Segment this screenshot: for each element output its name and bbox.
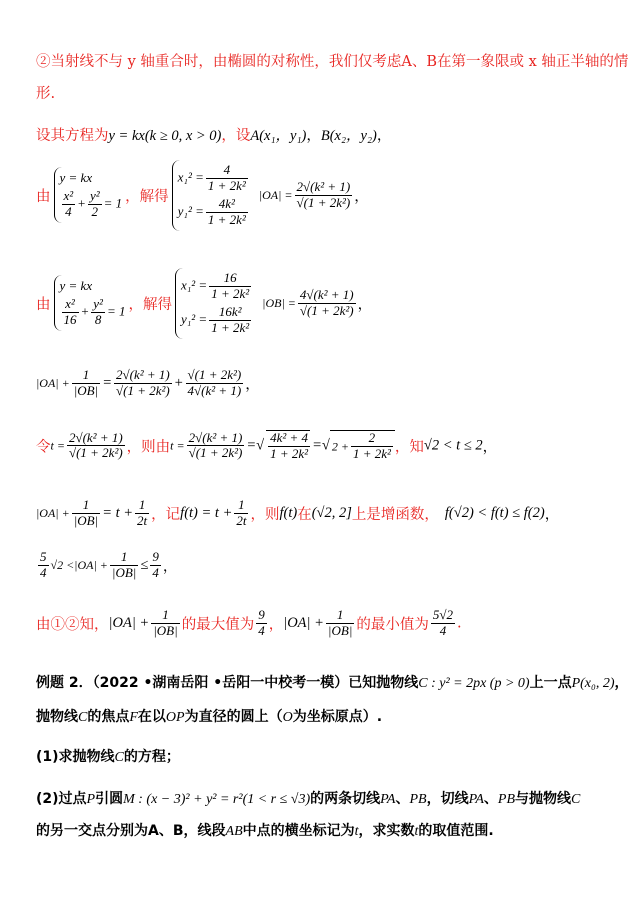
func-ineq: f(√2) < f(t) ≤ f(2) (444, 504, 545, 521)
sys1-oa-lhs: |OA| = (258, 187, 293, 202)
func-frac2: $\frac{1}{2t}$ (137, 497, 148, 528)
let-t-line: 令t = $\frac{\text{2√(k² + 1)}}{\text{√(1 + 2k²)}}$ ，则由t = $\frac{\text{2√(k² + 1)}}{\text{√(1 + 2k²)}}$ =√ $\frac{\text{4k² + 4}}{\text{1 + 2k²}}$ =√ 2 + $\frac{2}{\text{1 + 2k²}}$ ，知√2 < t ≤ 2， (36, 429, 498, 461)
func-interval: (√2, 2] (311, 504, 352, 521)
func-ji: ，记 (151, 506, 181, 523)
func-ze: ，则 (250, 506, 280, 523)
concl-lhs2: |OA| + (283, 614, 324, 631)
let-t-eq2: t = (170, 438, 185, 453)
example-line1-end: ， (614, 675, 629, 691)
concl-lhs1: |OA| + (108, 614, 150, 631)
sys1-eq2: $\frac{\text{x²}}{4}$ + $\frac{\text{y²}}{2}$ = 1 (63, 188, 123, 220)
sys2-end: ， (357, 296, 373, 313)
sys1-y-sol: y₁² = $\frac{\text{4k²}}{\text{1 + 2k²}}$ (177, 195, 246, 227)
sys2-solve: ，解得 (128, 296, 172, 313)
question2-line2: 的另一交点分别为A、B，线段AB中点的横坐标记为t，求实数t的取值范围. (36, 823, 494, 839)
sum-frac1: $\frac{1}{|OB|}$ (73, 367, 99, 398)
func-frac3: $\frac{1}{2t}$ (236, 497, 247, 528)
concl-frac-b: $\frac{1}{|OB|}$ (327, 607, 353, 638)
sys1-solution (172, 160, 250, 231)
sys1-you: 由 (36, 188, 51, 205)
let-sqrt2: 2 + $\frac{2}{\text{1 + 2k²}}$ (330, 430, 395, 462)
bound-left-rest: √2 <|OA| + (50, 557, 108, 572)
let-t2-frac: $\frac{\text{2√(k² + 1)}}{\text{√(1 + 2k²)}}$ (188, 429, 243, 461)
sys2-eq2: $\frac{\text{x²}}{16}$ + $\frac{\text{y²}}{8}$ = 1 (63, 296, 126, 328)
func-def: f(t) = t + (180, 504, 233, 521)
setup-line (36, 124, 391, 145)
let-eq-b: = (312, 437, 322, 454)
setup-text1: 设其方程为 (36, 128, 109, 144)
bound-frac-right: $\frac{9}{4}$ (152, 549, 159, 580)
concl-sep: ， (268, 616, 284, 633)
conclusion-line (36, 608, 462, 639)
system2-line (36, 268, 372, 339)
setup-sep: ， (306, 128, 321, 144)
sum-frac3: $\frac{\text{√(1 + 2k²)}}{\text{4√(k² + 1)}}$ (187, 367, 242, 398)
sum-eq: = (102, 374, 112, 391)
sys1-solve: ，解得 (125, 188, 169, 205)
sum-frac2: $\frac{\text{2√(k² + 1)}}{\text{√(1 + 2k²)}}$ (115, 367, 170, 398)
concl-max-frac: $\frac{9}{4}$ (258, 607, 265, 638)
let-end: ， (482, 439, 498, 456)
sys2-eq1: y = kx (59, 278, 93, 294)
sys1-x-sol: x₁² = $\frac{4}{\text{1 + 2k²}}$ (177, 162, 246, 193)
example-text-b: 上一点 (529, 675, 572, 691)
bound-end: ， (162, 558, 178, 575)
sum-plus: + (173, 374, 184, 391)
sys1-oa-frac: $\frac{\text{2√(k² + 1)}}{\text{√(1 + 2k²)}}$ (296, 178, 351, 210)
func-zai: 在 (297, 506, 312, 523)
example-parabola-eq: C : y² = 2px (p > 0) (418, 676, 530, 691)
let-t-frac: $\frac{\text{2√(k² + 1)}}{\text{√(1 + 2k²)}}$ (68, 429, 123, 461)
question1: (1)求抛物线C的方程； (36, 749, 180, 765)
concl-end: . (457, 615, 462, 632)
sys2-ob-lhs: |OB| = (262, 295, 296, 310)
circle-eq: M : (x − 3)² + y² = r²(1 < r ≤ √3) (123, 792, 311, 807)
sys2-x-sol: x₁² = $\frac{16}{\text{1 + 2k²}}$ (180, 270, 250, 301)
sys2-ob-frac: $\frac{\text{4√(k² + 1)}}{\text{√(1 + 2k²)}}$ (299, 286, 354, 318)
let-range: √2 < t ≤ 2 (423, 437, 483, 454)
example-point-p: P(x₀, 2) (571, 676, 615, 691)
func-lhs: |OA| + (36, 505, 70, 520)
setup-text2: ，设 (221, 128, 251, 144)
let-sqrt1: $\frac{\text{4k² + 4}}{\text{1 + 2k²}}$ (266, 430, 310, 462)
concl-max: 的最大值为 (181, 616, 255, 633)
case2-line1: ②当射线不与 y 轴重合时，由椭圆的对称性，我们仅考虑A、B在第一象限或 x 轴正半轴的情 (36, 54, 629, 70)
sys2-solution (175, 268, 253, 339)
sys2-you: 由 (36, 296, 51, 313)
example-line2: 抛物线C的焦点F在以OP为直径的圆上（O为坐标原点）. (36, 709, 383, 725)
example-heading: 例题 2．（2022 •湖南岳阳 •岳阳一中校考一模）已知抛物线 (36, 675, 419, 691)
concl-min: 的最小值为 (356, 616, 429, 633)
let-then: ，则由 (126, 439, 171, 456)
sys2-system (54, 275, 126, 331)
bound-frac-left: $\frac{5}{4}$ (40, 549, 47, 580)
bound-frac-mid: $\frac{1}{|OB|}$ (111, 549, 137, 580)
concl-min-frac: $\frac{5√2}{4}$ (432, 607, 454, 638)
func-frac1: $\frac{1}{|OB|}$ (73, 497, 99, 528)
bound-le: ≤ (140, 556, 149, 573)
func-line (36, 498, 559, 529)
system1-line (36, 160, 369, 231)
let-eq-a: = (246, 437, 257, 454)
concl-frac-a: $\frac{1}{|OB|}$ (153, 607, 178, 638)
sys1-end: ， (354, 188, 369, 205)
func-inc: 上是增函数， (351, 506, 439, 523)
let-t-eq: t = (50, 438, 65, 453)
concl-you: 由①②知， (36, 616, 109, 633)
bound-line (36, 550, 177, 581)
setup-point-a: A(x₁，y₁) (250, 128, 307, 144)
sum-line (36, 368, 260, 399)
let-know: ，知 (394, 439, 424, 456)
setup-point-b: B(x₂，y₂) (320, 128, 377, 144)
question2-line1: (2)过点P引圆M : (x − 3)² + y² = r²(1 < r ≤ √3)的两条切线PA、PB，切线PA、PB与抛物线C (36, 791, 581, 807)
sum-lhs: |OA| + (36, 375, 70, 390)
setup-eq: y = kx(k ≥ 0, x > 0) (108, 128, 222, 144)
func-eq: = t + (102, 504, 134, 521)
sys1-system (54, 167, 123, 223)
case2-line2: 形. (36, 86, 56, 102)
sys1-eq1: y = kx (59, 170, 93, 186)
setup-end: ， (376, 128, 392, 144)
example-line1 (36, 672, 629, 692)
sum-end: ， (245, 376, 260, 393)
let-ling: 令 (36, 439, 51, 456)
sys2-y-sol: y₁² = $\frac{\text{16k²}}{\text{1 + 2k²}}$ (180, 303, 250, 335)
func-ft: f(t) (279, 504, 298, 521)
func-end: ， (544, 506, 560, 523)
